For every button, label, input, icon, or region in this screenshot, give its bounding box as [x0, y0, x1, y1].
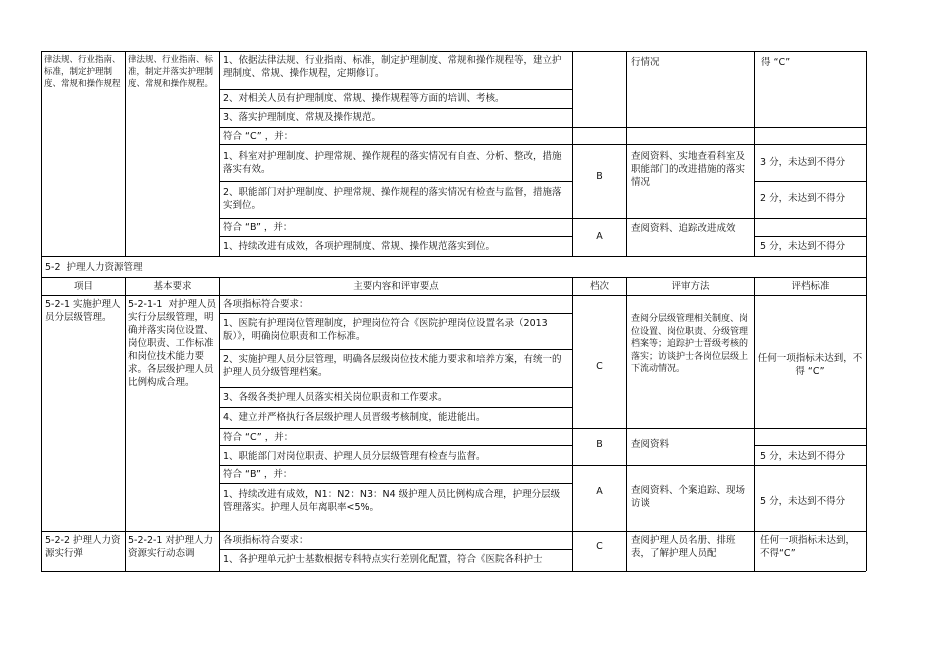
header-grade: 档次	[589, 281, 609, 292]
requirement-text: 1、依据法律法规、行业指南、标准，制定护理制度、常规和操作规程等，建立护理制度、常规、操作规程，定期修订。	[223, 55, 562, 79]
grade-a-heading: 符合 “B” ，并：	[223, 222, 293, 233]
rule	[41, 51, 866, 52]
method-text: 查阅资料、实地查看科室及职能部门的改进措施的落实情况	[631, 151, 746, 188]
rule	[754, 51, 755, 256]
rule	[626, 277, 627, 571]
header-main: 主要内容和评审要点	[353, 281, 439, 292]
rule	[41, 256, 866, 257]
item-cell: 5-2-2 护理人力资源实行弹	[45, 535, 121, 559]
rule	[754, 181, 866, 182]
rule	[219, 236, 572, 237]
rule	[572, 51, 573, 256]
standard-text: 2 分，未达到不得分	[760, 193, 846, 204]
grade-label: B	[596, 439, 603, 450]
rule	[219, 549, 572, 550]
grade-label: B	[596, 171, 603, 182]
rule	[219, 428, 866, 429]
grade-c-heading: 各项指标符合要求：	[223, 299, 309, 310]
standard-text: 5 分，未达到不得分	[760, 241, 846, 252]
requirement-text: 4、建立并严格执行各层级护理人员晋级考核制度，能进能出。	[223, 412, 486, 423]
rule	[754, 445, 866, 446]
rule	[219, 127, 866, 128]
rule	[219, 108, 572, 109]
rule	[219, 218, 866, 219]
rule	[572, 277, 573, 571]
rule	[125, 277, 126, 571]
standard-text: 得 “C”	[761, 57, 791, 68]
rule	[41, 295, 866, 296]
grade-label: A	[596, 486, 603, 497]
rule	[125, 51, 126, 256]
header-item: 项目	[73, 281, 93, 292]
basic-requirement-cell: 律法规、行业指南、标准，制定并落实护理制度、常规和操作规程。	[128, 55, 214, 89]
item-cell: 律法规、行业指南、标准，制定护理制度、常规和操作规程	[44, 55, 121, 89]
standard-text: 任何一项指标未达到，不得“C”	[760, 535, 856, 559]
rule	[219, 407, 572, 408]
grade-label: C	[596, 361, 603, 372]
item-cell: 5-2-1 实施护理人员分层级管理。	[45, 299, 121, 323]
requirement-text: 1、持续改进有成效，N1：N2：N3：N4 级护理人员比例构成合理，护理分层级 管理落实。护理人员年离职率<5%。	[223, 489, 561, 513]
grade-b-heading: 符合 “C” ，并：	[223, 432, 294, 443]
standard-text: 任何一项指标未达到，不得 “C”	[757, 353, 863, 377]
method-text: 查阅资料、追踪改进成效	[631, 223, 736, 234]
header-standard: 评档标准	[791, 281, 830, 292]
rule	[219, 349, 572, 350]
method-text: 查阅分层级管理相关制度、岗位设置、岗位职责、分级管理档案等；追踪护士晋级考核的落实；访谈护士各岗位层级上下流动情况。	[631, 314, 749, 374]
requirement-text: 2、实施护理人员分层管理，明确各层级岗位技术能力要求和培养方案，有统一的护理人员分级管理档案。	[223, 354, 562, 378]
rule	[219, 277, 220, 571]
basic-requirement-cell: 5-2-1-1 对护理人员实行分层级管理，明确并落实岗位设置、岗位职责、工作标准和岗位技术能力要求。各层级护理人员比例构成合理。	[128, 299, 217, 388]
rule	[219, 144, 866, 145]
standard-text: 3 分，未达到不得分	[760, 157, 846, 168]
rule	[41, 277, 866, 278]
rule	[219, 483, 572, 484]
standard-text: 5 分，未达到不得分	[760, 451, 846, 462]
rule	[754, 277, 755, 571]
rule	[219, 89, 572, 90]
requirement-text: 3、各级各类护理人员落实相关岗位职责和工作要求。	[223, 392, 448, 403]
rule	[866, 51, 867, 571]
rule	[219, 51, 220, 256]
grade-a-heading: 符合 “B” ，并：	[223, 469, 293, 480]
rule	[754, 236, 866, 237]
requirement-text: 1、持续改进有成效，各项护理制度、常规、操作规范落实到位。	[223, 241, 496, 252]
rule	[219, 465, 866, 466]
method-text: 查阅资料、个案追踪、现场访谈	[631, 485, 746, 509]
standard-text: 5 分，未达到不得分	[760, 496, 846, 507]
rule	[219, 387, 572, 388]
rule	[626, 51, 627, 256]
method-text: 查阅护理人员名册、排班表，了解护理人员配	[631, 535, 736, 559]
requirement-text: 1、各护理单元护士基数根据专科特点实行差别化配置，符合《医院各科护士	[223, 554, 543, 565]
requirement-text: 1、职能部门对岗位职责、护理人员分层级管理有检查与监督。	[223, 451, 486, 462]
grade-b-heading: 符合 “C” ，并：	[223, 131, 294, 142]
requirement-text: 1、科室对护理制度、护理常规、操作规程的落实情况有自查、分析、整改，措施落实有效。	[223, 151, 562, 175]
method-text: 行情况	[631, 57, 660, 68]
rule	[219, 313, 572, 314]
requirement-text: 3、落实护理制度、常规及操作规范。	[223, 112, 382, 123]
grade-c-heading: 各项指标符合要求：	[223, 535, 309, 546]
rule	[41, 51, 42, 571]
rule	[219, 181, 572, 182]
requirement-text: 1、医院有护理岗位管理制度，护理岗位符合《医院护理岗位设置名录（2013 版）》，明确岗位职责和工作标准。	[223, 318, 551, 342]
requirement-text: 2、对相关人员有护理制度、常规、操作规程等方面的培训、考核。	[223, 93, 505, 104]
grade-label: A	[596, 231, 603, 242]
method-text: 查阅资料	[631, 439, 670, 450]
grade-label: C	[596, 541, 603, 552]
section-title: 5-2 护理人力资源管理	[45, 262, 143, 273]
requirement-text: 2、职能部门对护理制度、护理常规、操作规程的落实情况有检查与监督，措施落实到位。	[223, 187, 562, 211]
basic-requirement-cell: 5-2-2-1 对护理人力资源实行动态调	[128, 535, 213, 559]
rule	[41, 531, 866, 532]
header-basic: 基本要求	[153, 281, 192, 292]
header-method: 评审方法	[671, 281, 710, 292]
rule	[41, 571, 866, 572]
rule	[219, 445, 572, 446]
